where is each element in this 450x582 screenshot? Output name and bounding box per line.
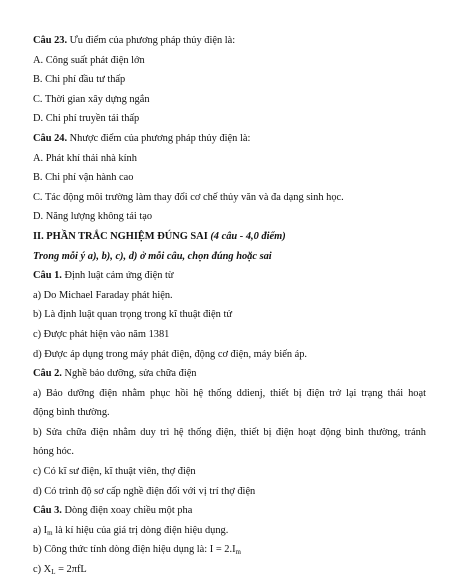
option-d: D. Chi phí truyền tải thấp: [33, 113, 140, 125]
statement-text: = 2πfL: [55, 564, 87, 576]
statement-text: a) I: [33, 524, 48, 536]
section-heading: [33, 227, 426, 247]
option-c: C. Thời gian xây dựng ngắn: [33, 93, 150, 105]
option-d: D. Năng lượng không tái tạo: [33, 211, 153, 223]
question-label: Câu 23.: [33, 35, 68, 46]
option-c: C. Tác động môi trường làm thay đổi cơ chế thủy văn và đa dạng sinh học.: [33, 191, 344, 203]
subscript: L: [51, 568, 56, 577]
question-stem: Định luật cảm ứng điện từ: [61, 270, 174, 282]
question-stem: Ưu điểm của phương pháp thủy điện là:: [67, 35, 236, 46]
question-stem: Dòng điện xoay chiều một pha: [61, 505, 193, 517]
question-24: [33, 129, 426, 149]
statement-d: d) Có trình độ sơ cấp nghề điện đối với vị trí thợ điện: [33, 485, 256, 497]
section-instruction: Trong mỗi ý a), b), c), d) ở mỗi câu, chọn đúng hoặc sai: [33, 250, 272, 262]
question-label: Câu 3.: [33, 505, 62, 517]
statement-text: là kí hiệu của giá trị dòng điện hiệu dụng.: [52, 524, 229, 536]
statement-a-line-1: a) Bảo dưỡng điện nhằm phục hồi hệ thống ddienj, thiết bị điện trở lại trạng thái hoạt: [33, 387, 426, 399]
section-title: II. PHẦN TRẮC NGHIỆM ĐÚNG SAI: [33, 230, 211, 242]
statement-b-line-1: b) Sửa chữa điện nhằm duy trì hệ thống điện, thiết bị điện hoạt động bình thường, tránh: [33, 426, 426, 438]
statement-c: [33, 560, 426, 580]
question-stem: Nghề bảo dưỡng, sửa chữa điện: [61, 368, 197, 380]
statement-b: [33, 540, 426, 560]
subscript: m: [47, 528, 53, 537]
question-stem: Nhược điểm của phương pháp thủy điện là:: [67, 132, 251, 144]
option-b: B. Chi phí vận hành cao: [33, 172, 134, 184]
question-3: [33, 501, 426, 521]
statement-text: b) Công thức tính dòng điện hiệu dụng là: I = 2.I: [33, 544, 236, 556]
question-1: [33, 266, 426, 286]
statement-a: [33, 521, 426, 541]
statement-text: c) X: [33, 564, 52, 576]
statement-b: b) Là định luật quan trọng trong kĩ thuật điện tử: [33, 309, 232, 321]
statement-d: d) Được áp dụng trong máy phát điện, động cơ điện, máy biến áp.: [33, 348, 308, 360]
statement-c: c) Được phát hiện vào năm 1381: [33, 328, 170, 340]
option-a: A. Công suất phát điện lớn: [33, 54, 145, 66]
statement-b-line-2: hỏng hóc.: [33, 446, 74, 458]
question-23: [33, 31, 426, 51]
statement-a: a) Do Michael Faraday phát hiện.: [33, 289, 173, 301]
question-label: Câu 2.: [33, 368, 62, 380]
question-label: Câu 24.: [33, 132, 68, 144]
option-b: B. Chi phí đầu tư thấp: [33, 74, 126, 86]
subscript: m: [235, 548, 241, 557]
question-label: Câu 1.: [33, 270, 62, 282]
statement-c: c) Có kĩ sư điện, kĩ thuật viên, thợ điện: [33, 466, 196, 478]
option-a: A. Phát khí thải nhà kính: [33, 152, 137, 164]
section-score-note: (4 câu - 4,0 điểm): [210, 230, 286, 242]
question-2: [33, 364, 426, 384]
statement-a-line-2: động bình thường.: [33, 407, 110, 419]
